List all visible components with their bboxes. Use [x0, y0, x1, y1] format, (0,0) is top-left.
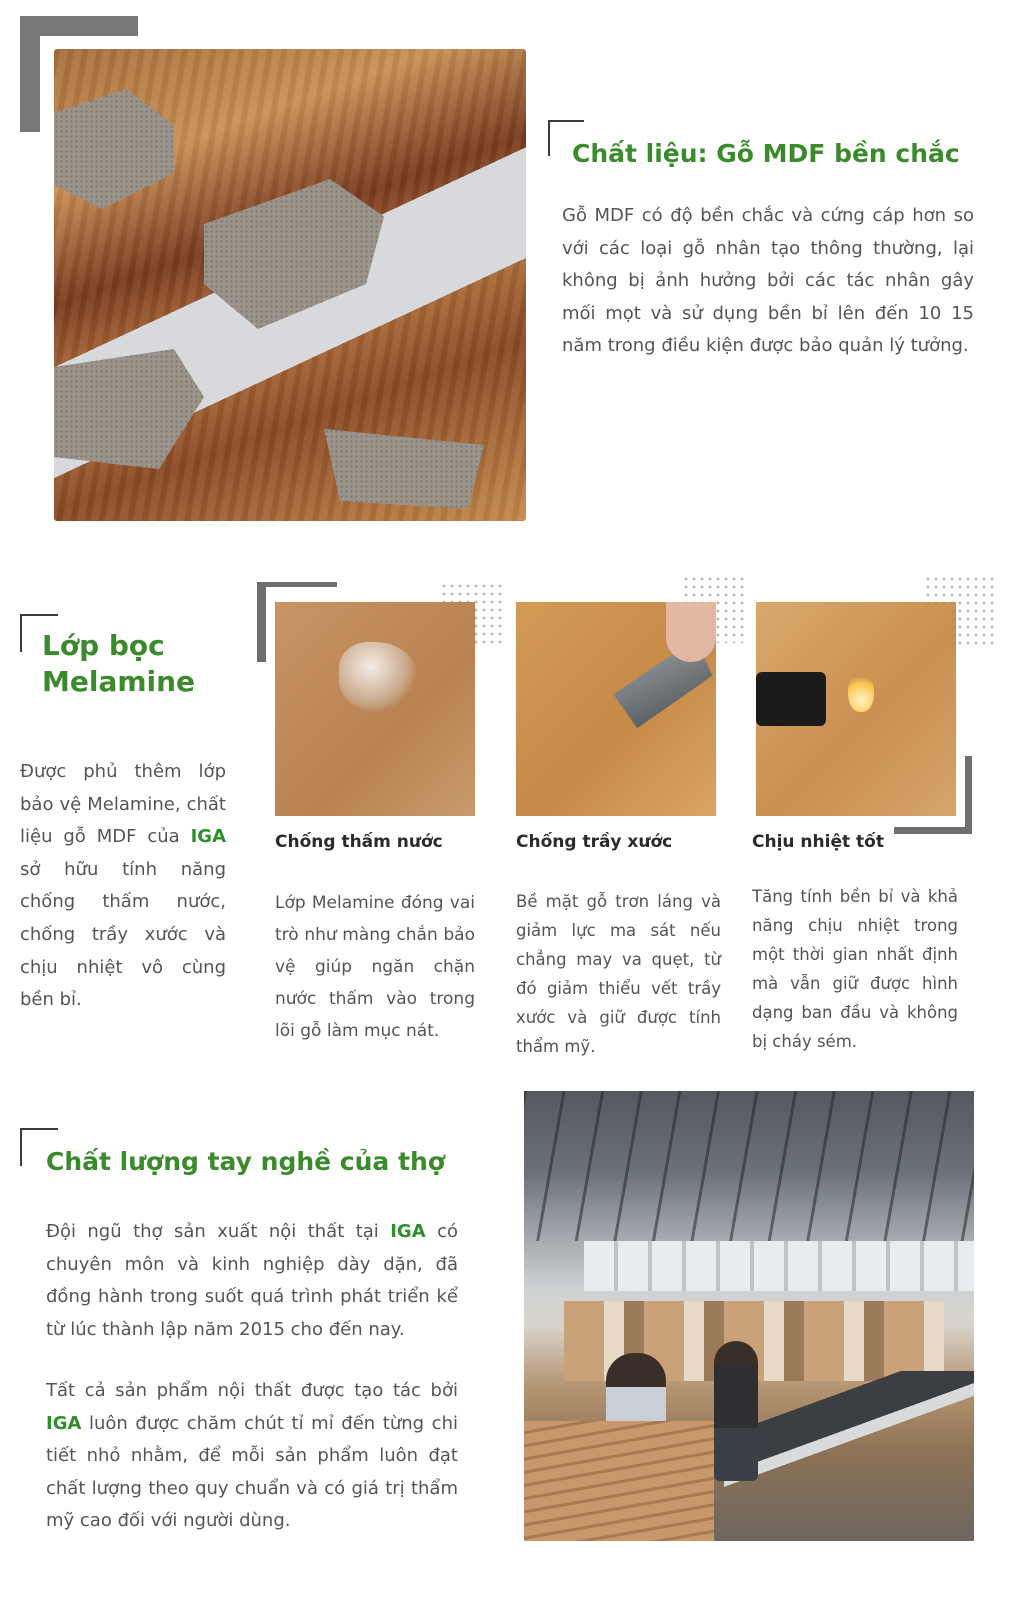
section-body-melamine: Được phủ thêm lớp bảo vệ Melamine, chất liệu gỗ MDF của IGA sở hữu tính năng chống thấm nước, chống trầy xước và chịu nhiệt vô cùng bền bỉ. [20, 761, 226, 1011]
mdf-edge-profile [324, 429, 484, 509]
card-title: Chống trầy xước [516, 832, 673, 852]
factory-workshop-image [524, 1091, 974, 1541]
flame-icon [848, 672, 874, 712]
mdf-wood-image [54, 49, 526, 521]
brand-name: IGA [190, 826, 226, 848]
lighter-icon [756, 672, 826, 726]
mdf-edge-profile [54, 349, 204, 469]
section-heading-material: Chất liệu: Gỗ MDF bền chắc [572, 139, 960, 168]
mdf-edge-profile [204, 179, 384, 329]
card-text: Bề mặt gỗ trơn láng và giảm lực ma sát nếu chẳng may va quẹt, từ đó giảm thiểu vết trầy xước và giữ được tính thẩm mỹ. [516, 892, 721, 1056]
section-heading-melamine [42, 628, 252, 700]
mdf-edge-profile [54, 89, 174, 209]
heading-line: Melamine [42, 665, 196, 698]
roof-truss [524, 1091, 974, 1241]
scratch-resistant-image [516, 602, 716, 816]
finger-icon [666, 602, 716, 662]
water-drop-icon [339, 642, 419, 712]
heat-resistant-image [756, 602, 956, 816]
brand-name: IGA [390, 1221, 426, 1242]
card-title: Chống thấm nước [275, 832, 443, 852]
section-body-craftsmanship-2: Tất cả sản phẩm nội thất được tạo tác bởi IGA luôn được chăm chút tỉ mỉ đến từng chi tiết nhỏ nhằm, để mỗi sản phẩm luôn đạt chất lượng theo quy chuẩn và có giá trị thẩm mỹ cao đối với người dùng. [46, 1380, 458, 1532]
card-text: Lớp Melamine đóng vai trò như màng chắn bảo vệ giúp ngăn chặn nước thấm vào trong lõi gỗ làm mục nát. [275, 893, 475, 1041]
card-text: Tăng tính bền bỉ và khả năng chịu nhiệt trong một thời gian nhất định mà vẫn giữ được hình dạng ban đầu và không bị cháy sém. [752, 887, 958, 1051]
section-body-material: Gỗ MDF có độ bền chắc và cứng cáp hơn so với các loại gỗ nhân tạo thông thường, lại không bị ảnh hưởng bởi các tác nhân gây mối mọt và sử dụng bền bỉ lên đến 10 15 năm trong điều kiện được bảo quản lý tưởng. [562, 205, 974, 357]
water-resistant-image [275, 602, 475, 816]
brand-name: IGA [46, 1412, 82, 1434]
wood-boards [524, 1421, 714, 1541]
wall-windows [584, 1241, 974, 1291]
section-heading-craftsmanship: Chất lượng tay nghề của thợ [46, 1147, 445, 1176]
conveyor-belt [724, 1371, 974, 1491]
card-title: Chịu nhiệt tốt [752, 832, 884, 852]
section-body-craftsmanship-1: Đội ngũ thợ sản xuất nội thất tại IGA có chuyên môn và kinh nghiệp dày dặn, đã đồng hành trong suốt quá trình phát triển kể từ lúc thành lập năm 2015 cho đến nay. [46, 1221, 458, 1340]
worker-figure [714, 1341, 758, 1481]
heading-line: Lớp bọc [42, 629, 165, 662]
